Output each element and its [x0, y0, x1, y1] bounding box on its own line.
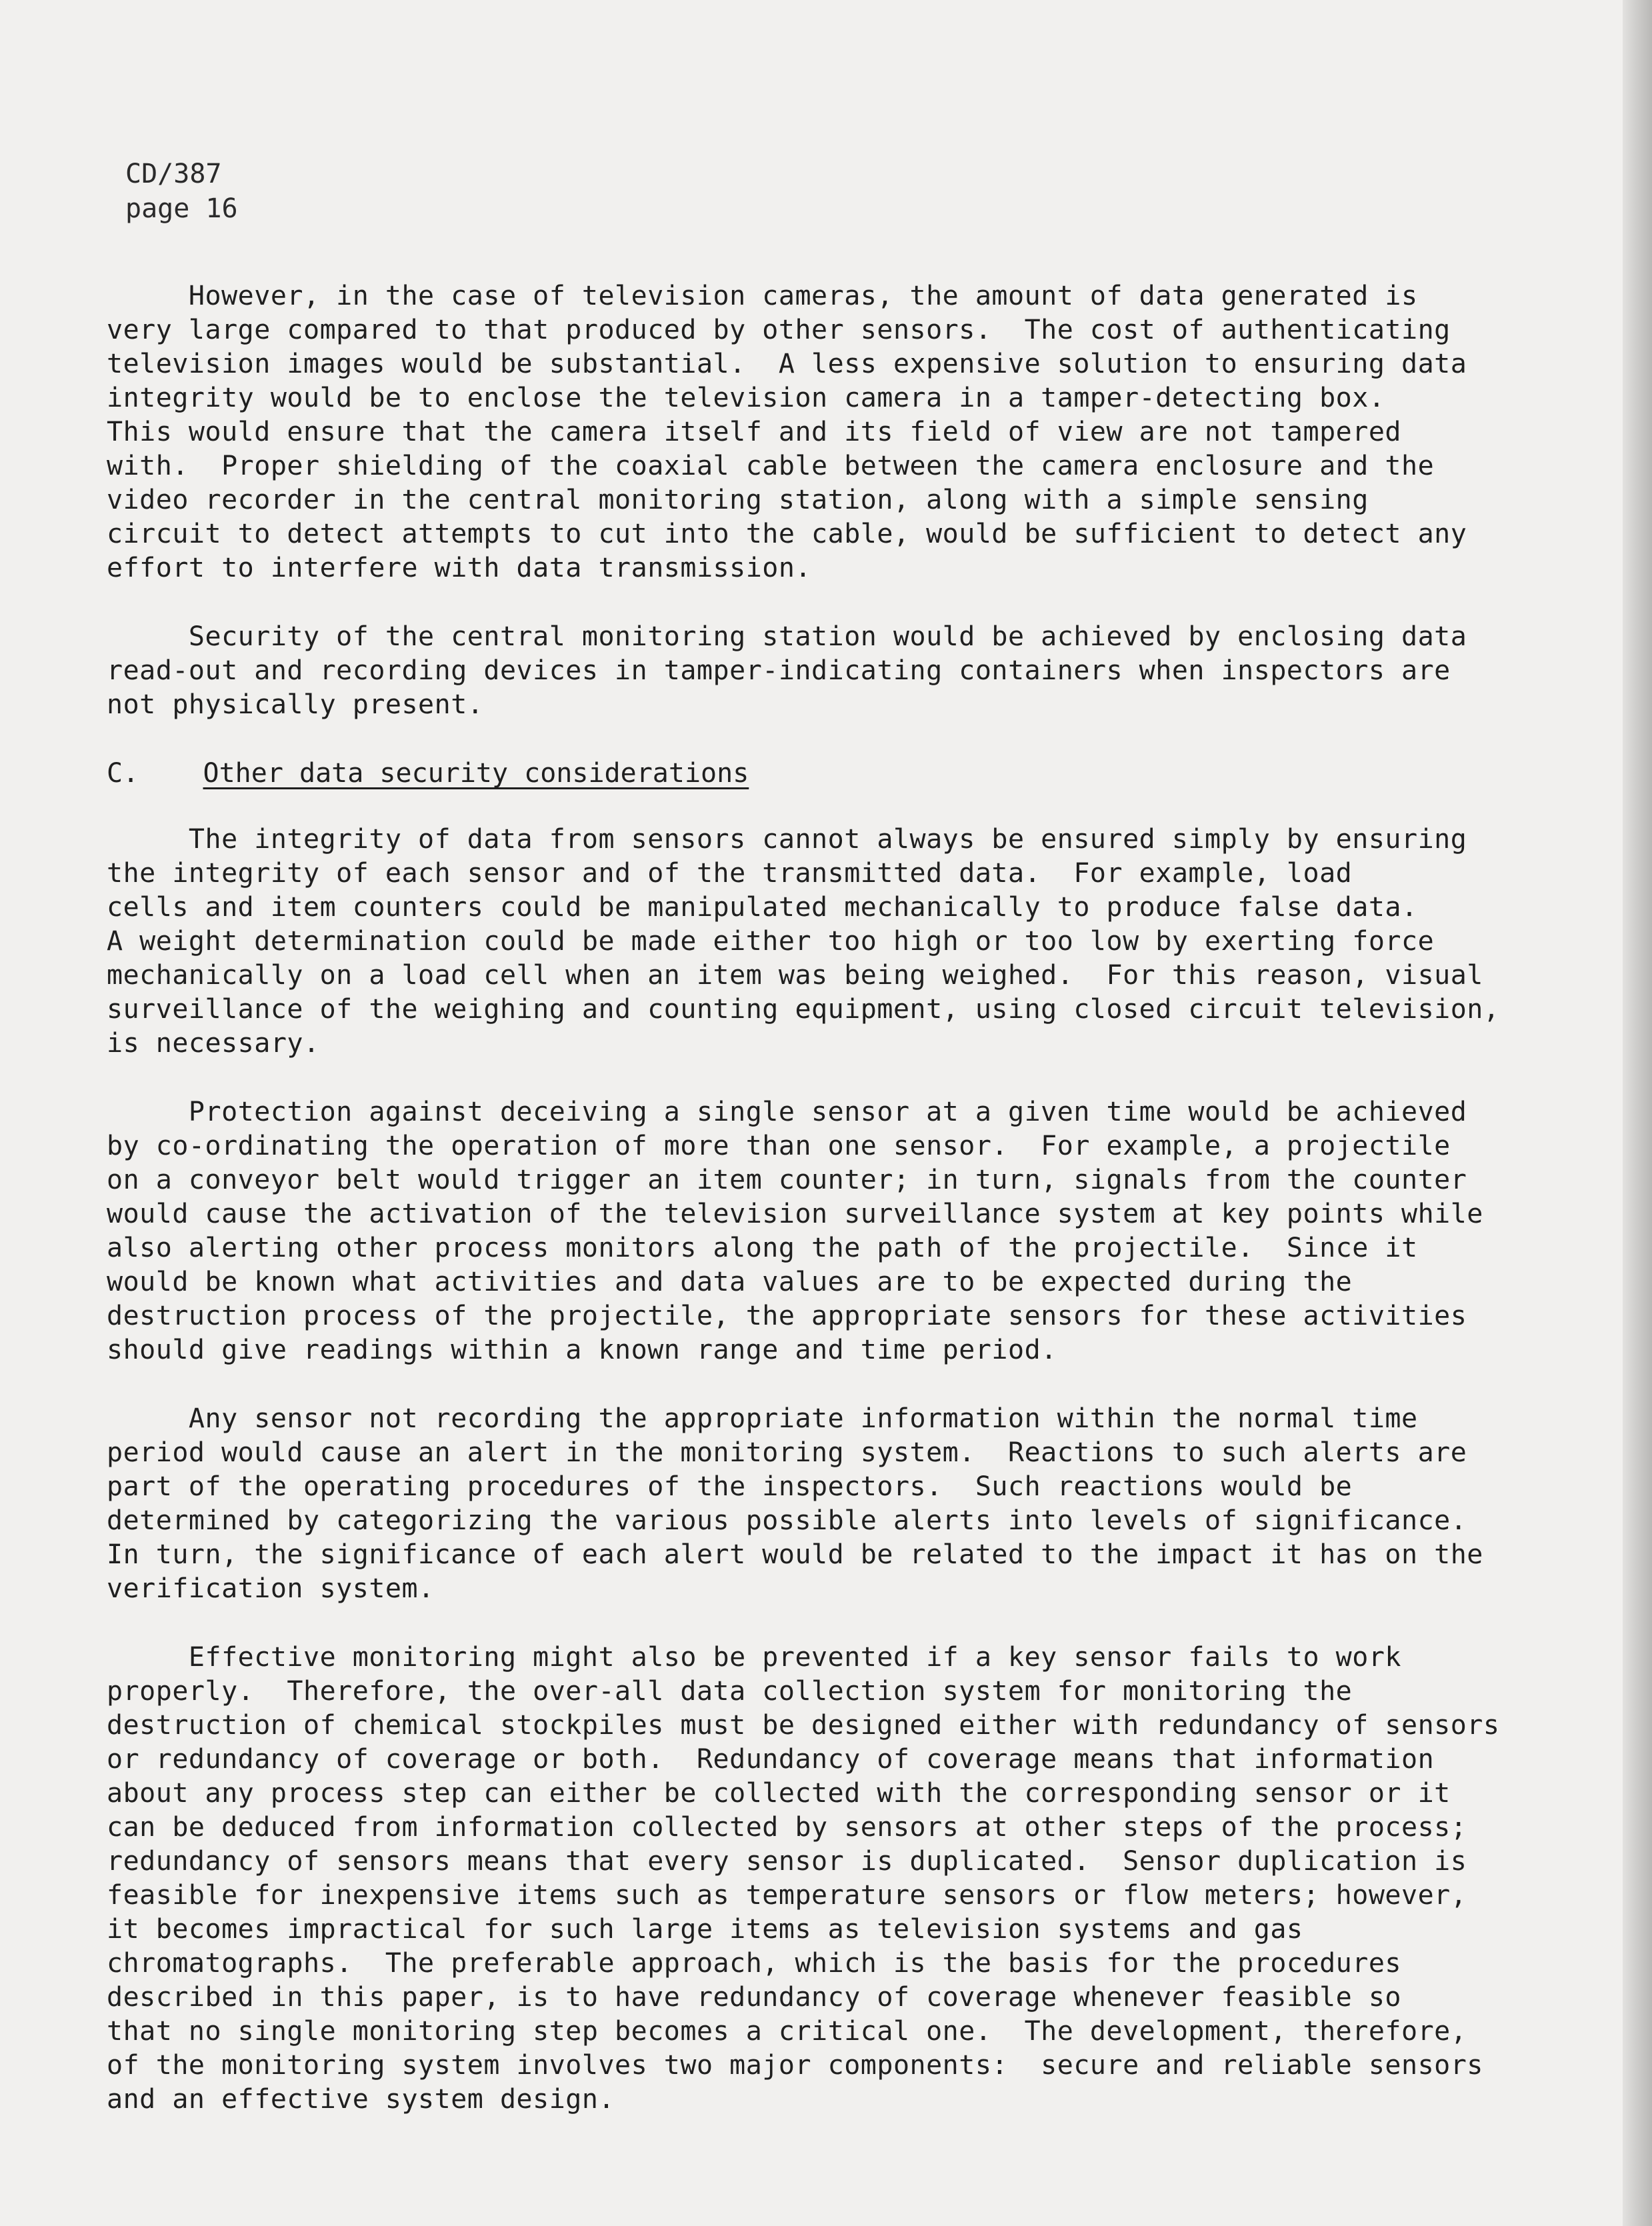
paragraph-line: or redundancy of coverage or both. Redundancy of coverage means that information	[107, 1744, 1435, 1775]
paragraph-line: A weight determination could be made either too high or too low by exerting force	[107, 926, 1435, 957]
paragraph-line: on a conveyor belt would trigger an item counter; in turn, signals from the counter	[107, 1165, 1467, 1195]
paragraph-line: redundancy of sensors means that every sensor is duplicated. Sensor duplication is	[107, 1846, 1467, 1877]
paragraph-line: about any process step can either be collected with the corresponding sensor or it	[107, 1778, 1451, 1809]
paragraph-line: The integrity of data from sensors cannot always be ensured simply by ensuring	[107, 824, 1467, 855]
paragraph-line: destruction of chemical stockpiles must be designed either with redundancy of sensors	[107, 1710, 1500, 1741]
paragraph-line: Any sensor not recording the appropriate information within the normal time	[107, 1403, 1418, 1434]
paragraphs-after-section	[107, 823, 1580, 2117]
paragraph-line: destruction process of the projectile, the appropriate sensors for these activities	[107, 1301, 1467, 1331]
paragraph-line: cells and item counters could be manipulated mechanically to produce false data.	[107, 892, 1418, 923]
page-number: page 16	[125, 193, 238, 224]
paragraph-line: circuit to detect attempts to cut into the cable, would be sufficient to detect any	[107, 519, 1467, 549]
paragraph-line: surveillance of the weighing and counting equipment, using closed circuit television,	[107, 994, 1500, 1025]
section-number: C.	[107, 758, 139, 789]
paragraph-line: also alerting other process monitors along the path of the projectile. Since it	[107, 1233, 1418, 1263]
paragraph	[107, 823, 1580, 1061]
paragraph-line: is necessary.	[107, 1028, 320, 1059]
paragraph-line: Protection against deceiving a single sensor at a given time would be achieved	[107, 1097, 1467, 1127]
paragraph-line: Effective monitoring might also be prevented if a key sensor fails to work	[107, 1642, 1401, 1673]
paragraph-line: integrity would be to enclose the television camera in a tamper-detecting box.	[107, 383, 1385, 413]
paragraph-line: read-out and recording devices in tamper-indicating containers when inspectors are	[107, 655, 1451, 686]
paragraph-line: by co-ordinating the operation of more than one sensor. For example, a projectile	[107, 1131, 1451, 1161]
paragraph-line: not physically present.	[107, 689, 484, 720]
paragraph-line: that no single monitoring step becomes a critical one. The development, therefore,	[107, 2016, 1467, 2047]
section-title: Other data security considerations	[203, 758, 749, 789]
paragraph	[107, 620, 1580, 722]
paragraph-line: effort to interfere with data transmission.	[107, 553, 812, 583]
paragraph-line: would be known what activities and data values are to be expected during the	[107, 1267, 1353, 1297]
paragraph-line: In turn, the significance of each alert would be related to the impact it has on the	[107, 1539, 1483, 1570]
paragraph-line: verification system.	[107, 1573, 435, 1604]
paragraph-line: video recorder in the central monitoring station, along with a simple sensing	[107, 485, 1369, 515]
paragraph-line: it becomes impractical for such large items as television systems and gas	[107, 1914, 1303, 1945]
paragraph-line: However, in the case of television cameras, the amount of data generated is	[107, 281, 1418, 311]
paragraph-line: the integrity of each sensor and of the transmitted data. For example, load	[107, 858, 1353, 889]
paragraph	[107, 1641, 1580, 2117]
page-edge-shadow	[1623, 0, 1652, 2226]
paragraph-line: of the monitoring system involves two major components: secure and reliable sensors	[107, 2050, 1483, 2081]
paragraph-line: would cause the activation of the television surveillance system at key points while	[107, 1199, 1483, 1229]
document-id: CD/387	[125, 159, 222, 189]
paragraph	[107, 1095, 1580, 1367]
paragraph-line: with. Proper shielding of the coaxial cable between the camera enclosure and the	[107, 451, 1435, 481]
paragraph-line: and an effective system design.	[107, 2084, 615, 2115]
paragraphs-before-section	[107, 279, 1580, 722]
paragraph-line: chromatographs. The preferable approach, which is the basis for the procedures	[107, 1948, 1401, 1979]
paragraph	[107, 1402, 1580, 1606]
paragraph-line: Security of the central monitoring station would be achieved by enclosing data	[107, 621, 1467, 652]
section-heading	[107, 757, 1580, 791]
paragraph-line: can be deduced from information collected by sensors at other steps of the process;	[107, 1812, 1467, 1843]
paragraph-line: should give readings within a known range and time period.	[107, 1335, 1057, 1365]
paragraph-line: described in this paper, is to have redundancy of coverage whenever feasible so	[107, 1982, 1401, 2013]
paragraph-line: very large compared to that produced by other sensors. The cost of authenticating	[107, 315, 1451, 345]
paragraph-line: mechanically on a load cell when an item was being weighed. For this reason, visual	[107, 960, 1483, 991]
paragraph-line: determined by categorizing the various possible alerts into levels of significance.	[107, 1505, 1467, 1536]
paragraph-line: properly. Therefore, the over-all data collection system for monitoring the	[107, 1676, 1353, 1707]
paragraph-line: television images would be substantial. A less expensive solution to ensuring data	[107, 349, 1467, 379]
paragraph-line: period would cause an alert in the monitoring system. Reactions to such alerts are	[107, 1437, 1467, 1468]
paragraph-line: feasible for inexpensive items such as temperature sensors or flow meters; however,	[107, 1880, 1467, 1911]
document-content	[107, 157, 1580, 2151]
document-body	[107, 279, 1580, 2117]
paragraph	[107, 279, 1580, 585]
paragraph-line: part of the operating procedures of the inspectors. Such reactions would be	[107, 1471, 1353, 1502]
paragraph-line: This would ensure that the camera itself and its field of view are not tampered	[107, 417, 1401, 447]
document-reference	[125, 157, 1580, 226]
